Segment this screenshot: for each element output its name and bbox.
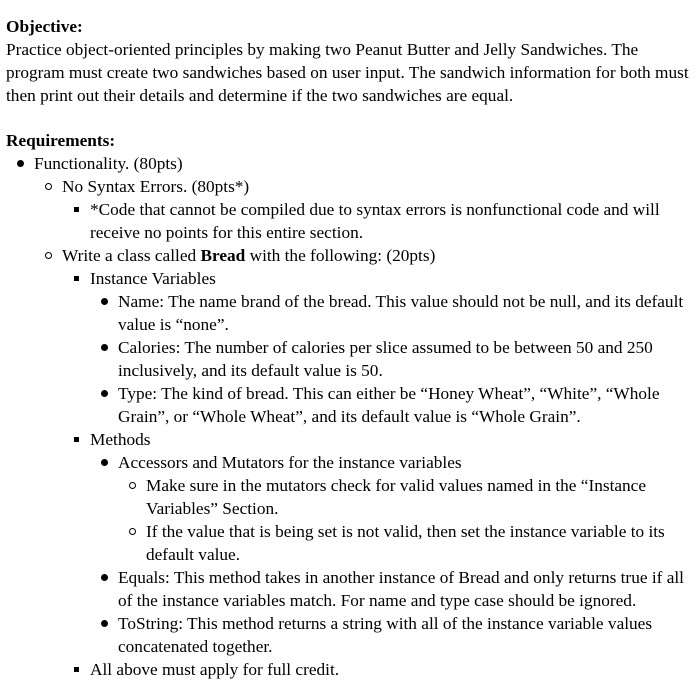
list-item-variable-type [118, 382, 696, 428]
list-item-mutator-check [146, 474, 696, 520]
list-item-no-syntax [62, 175, 696, 244]
syntax-sublist [62, 198, 696, 244]
bread-class-suffix: with the following: (20pts) [245, 246, 436, 265]
accessor-notes-list [118, 474, 696, 566]
list-item-accessors [118, 451, 696, 566]
list-item-all-above [90, 658, 696, 681]
methods-list [90, 451, 696, 658]
requirements-list [6, 152, 696, 681]
all-above-text: All above must apply for full credit. [90, 660, 340, 679]
accessors-text: Accessors and Mutators for the instance variables [118, 453, 462, 472]
list-item-variable-name [118, 290, 696, 336]
bread-class-name: Bread [200, 246, 246, 265]
list-item-equals [118, 566, 696, 612]
assignment-document [6, 15, 696, 681]
methods-label: Methods [90, 430, 151, 449]
list-item-bread-class [62, 244, 696, 681]
list-item-syntax-note [90, 198, 696, 244]
list-item-variable-calories [118, 336, 696, 382]
invalid-value-text: If the value that is being set is not valid, then set the instance variable to its default value. [146, 522, 665, 564]
list-item-instance-variables [90, 267, 696, 428]
variable-name-text: Name: The name brand of the bread. This value should not be null, and its default value is “none”. [118, 292, 684, 334]
bread-class-sublist [62, 267, 696, 681]
list-item-functionality [34, 152, 696, 681]
syntax-note-text: *Code that cannot be compiled due to syntax errors is nonfunctional code and will receive no points for this entire section. [90, 200, 660, 242]
bread-class-prefix: Write a class called [62, 246, 201, 265]
instance-variables-label: Instance Variables [90, 269, 216, 288]
no-syntax-text: No Syntax Errors. (80pts*) [62, 177, 250, 196]
requirements-heading: Requirements: [6, 131, 116, 150]
equals-text: Equals: This method takes in another instance of Bread and only returns true if all of the instance variables match. For name and type case should be ignored. [118, 568, 684, 610]
instance-variables-list [90, 290, 696, 428]
variable-type-text: Type: The kind of bread. This can either be “Honey Wheat”, “White”, “Whole Grain”, or “Whole Wheat”, and its default value is “Whole Grain”. [118, 384, 660, 426]
list-item-methods [90, 428, 696, 658]
section-gap [6, 107, 696, 129]
mutator-check-text: Make sure in the mutators check for valid values named in the “Instance Variables” Section. [146, 476, 647, 518]
objective-text: Practice object-oriented principles by making two Peanut Butter and Jelly Sandwiches. The program must create two sandwiches based on user input. The sandwich information for both must then print out their details and determine if the two sandwiches are equal. [6, 40, 689, 105]
list-item-invalid-value [146, 520, 696, 566]
functionality-sublist [34, 175, 696, 681]
functionality-text: Functionality. (80pts) [34, 154, 183, 173]
objective-heading: Objective: [6, 17, 83, 36]
variable-calories-text: Calories: The number of calories per slice assumed to be between 50 and 250 inclusively, and its default value is 50. [118, 338, 653, 380]
list-item-tostring [118, 612, 696, 658]
tostring-text: ToString: This method returns a string with all of the instance variable values concatenated together. [118, 614, 653, 656]
